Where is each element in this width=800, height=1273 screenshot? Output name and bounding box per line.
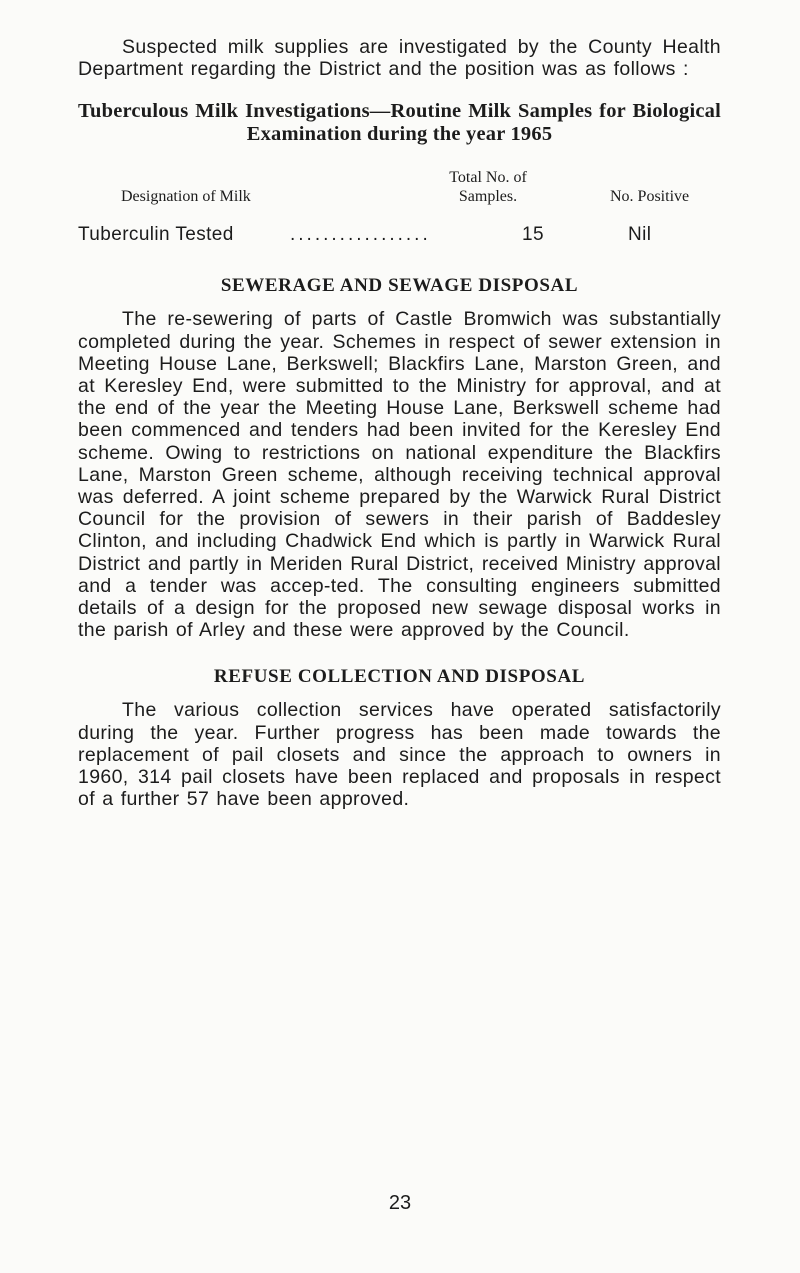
page-number: 23 (388, 1192, 412, 1214)
milk-table-heading: Tuberculous Milk Investigations—Routine Milk Samples for Biological Examination during the year 1965 (78, 100, 721, 146)
intro-paragraph: Suspected milk supplies are investigated by the County Health Department regarding the District and the position was as follows : (78, 36, 721, 81)
col-designation-header: Designation of Milk (121, 188, 251, 206)
milk-table-header (78, 166, 721, 212)
refuse-heading: REFUSE COLLECTION AND DISPOSAL (213, 666, 586, 688)
col-total-line1: Total No. of (449, 169, 527, 187)
col-positive-header: No. Positive (610, 188, 690, 206)
table-row (78, 224, 721, 250)
col-total-line2: Samples. (458, 188, 518, 206)
sewerage-heading: SEWERAGE AND SEWAGE DISPOSAL (220, 275, 579, 297)
sewerage-paragraph: The re-sewering of parts of Castle Bromwich was substantially completed during the year. Schemes in respect of sewer extension in Meeting House Lane, Berkswell; Blackfirs Lane, Marston Green, and at Keresley End, were submitted to the Ministry for approval, and at the end of the year the Meeting House Lane, Berkswell scheme had been commenced and tenders had been invited for the Keresley End scheme. Owing to restrictions on national expenditure the Blackfirs Lane, Marston Green scheme, although receiving technical approval was deferred. A joint scheme prepared by the Warwick Rural District Council for the provision of sewers in their parish of Baddesley Clinton, and including Chadwick End which is partly in Warwick Rural District and partly in Meriden Rural District, received Ministry approval and a tender was accep-ted. The consulting engineers submitted details of a design for the proposed new sewage disposal works in the parish of Arley and these were approved by the Council. (78, 308, 721, 642)
col-total-samples-header (388, 168, 588, 206)
row-samples: 15 (522, 224, 544, 246)
dot-leader: ................. (290, 224, 431, 246)
row-positive: Nil (628, 224, 652, 246)
row-designation: Tuberculin Tested (78, 224, 234, 246)
page-content (78, 36, 721, 810)
refuse-paragraph: The various collection services have operated satisfactorily during the year. Further progress has been made towards the replacement of pail closets and since the approach to owners in 1960, 314 pail closets have been replaced and proposals in respect of a further 57 have been approved. (78, 699, 721, 811)
